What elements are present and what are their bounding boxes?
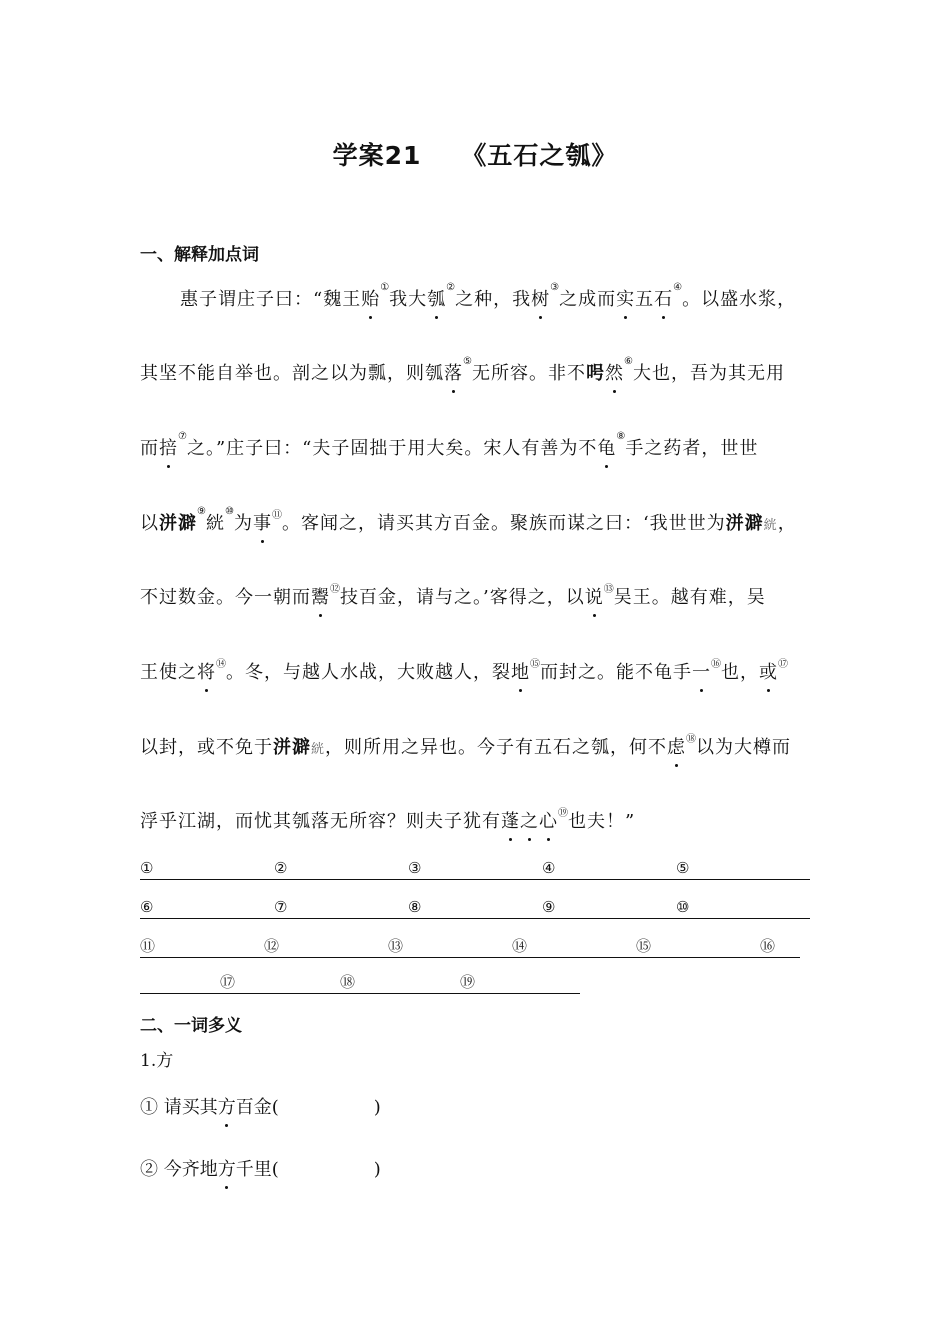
answer-blank[interactable]: ③ — [408, 858, 542, 880]
answer-blank[interactable]: ⑱ — [340, 972, 460, 994]
answer-blank[interactable]: ⑨ — [542, 897, 676, 919]
answer-blank[interactable]: ② — [274, 858, 408, 880]
answer-blank[interactable]: ⑭ — [512, 936, 636, 958]
answer-blank[interactable]: ⑬ — [388, 936, 512, 958]
answer-blank[interactable]: ⑥ — [140, 897, 274, 919]
answer-blank[interactable]: ⑦ — [274, 897, 408, 919]
section-heading-1: 一、解释加点词 — [140, 245, 259, 265]
answer-blank[interactable]: ⑫ — [264, 936, 388, 958]
page-title: 学案21 《五石之瓠》 — [332, 141, 618, 170]
passage-line-7: 以封，或不免于洴澼絖，则所用之异也。今子有五石之瓠，何不虑⑱以为大樽而 — [140, 734, 792, 758]
answer-blank[interactable]: ⑲ — [460, 972, 580, 994]
answer-blank[interactable]: ⑪ — [140, 936, 264, 958]
passage-line-3: 而掊⑦之。”庄子曰：“夫子固拙于用大矣。宋人有善为不龟⑧手之药者，世世 — [140, 431, 759, 459]
answer-blank[interactable]: ⑮ — [636, 936, 760, 958]
answer-blank[interactable]: ⑧ — [408, 897, 542, 919]
answer-blank[interactable] — [140, 972, 220, 994]
answer-blank[interactable]: ④ — [542, 858, 676, 880]
answer-blank[interactable]: ⑩ — [676, 897, 810, 919]
answer-blank[interactable]: ① — [140, 858, 274, 880]
passage-line-6: 王使之将⑭。冬，与越人水战，大败越人，裂地⑮而封之。能不龟手一⑯也，或⑰ — [140, 659, 788, 683]
section-heading-2: 二、一词多义 — [140, 1016, 242, 1036]
meaning-item-2: ② 今齐地方千里( ) — [140, 1155, 381, 1181]
passage-line-8: 浮乎江湖，而忧其瓠落无所容？则夫子犹有蓬之心⑲也夫！” — [140, 808, 636, 832]
passage-line-4: 以洴澼⑨絖⑩为事⑪。客闻之，请买其方百金。聚族而谋之曰：‘我世世为洴澼絖， — [140, 506, 797, 534]
passage-line-2: 其坚不能自举也。剖之以为瓢，则瓠落⑤无所容。非不呺然⑥大也，吾为其无用 — [140, 356, 785, 384]
word-label: 1.方 — [140, 1051, 174, 1071]
passage-line-5: 不过数金。今一朝而鬻⑫技百金，请与之。’客得之，以说⑬吴王。越有难，吴 — [140, 584, 766, 608]
passage-line-1: 惠子谓庄子曰：“魏王贻①我大瓠②之种，我树③之成而实五石④。以盛水浆， — [180, 282, 797, 310]
answer-blank[interactable]: ⑰ — [220, 972, 340, 994]
meaning-item-1: ① 请买其方百金( ) — [140, 1093, 381, 1119]
answer-blank[interactable]: ⑯ — [760, 936, 800, 958]
answer-blank[interactable]: ⑤ — [676, 858, 810, 880]
